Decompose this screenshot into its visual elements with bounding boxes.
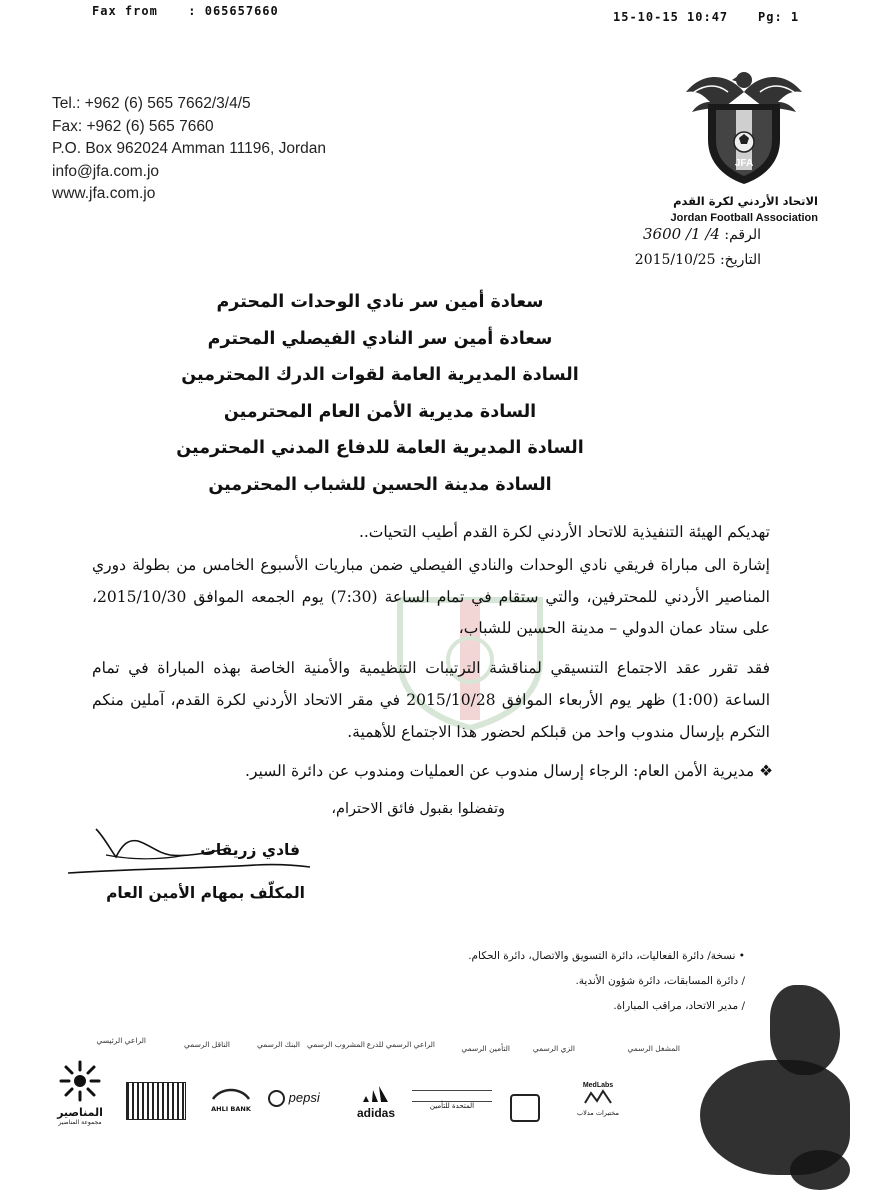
- sponsor-label: الراعي الرئيسي: [96, 1036, 146, 1045]
- medlabs-logo: [570, 1082, 626, 1117]
- association-name-ar: الاتحاد الأردني لكرة القدم: [673, 194, 818, 208]
- bullet-text: مديرية الأمن العام: الرجاء إرسال مندوب عن العمليات ومندوب عن دائرة السير.: [245, 762, 755, 780]
- letter-date: [635, 252, 761, 268]
- addressee-item: السادة مدينة الحسين للشباب المحترمين: [208, 474, 552, 495]
- bullet-symbol: ❖: [759, 762, 773, 780]
- medlabs-sub: مختبرات مدلاب: [577, 1109, 619, 1117]
- sponsor-logos: [40, 1060, 630, 1130]
- copy-line: / مدير الاتحاد، مراقب المباراة.: [613, 1000, 745, 1012]
- sponsor-label: البنك الرسمي: [257, 1040, 300, 1049]
- pepsi-logo: [268, 1090, 338, 1107]
- fax-from-label: Fax from: [92, 4, 158, 18]
- date-label: التاريخ:: [719, 252, 761, 268]
- insurance-logo: [412, 1090, 492, 1110]
- contact-po-box: P.O. Box 962024 Amman 11196, Jordan: [52, 140, 327, 157]
- scan-blot: [790, 1150, 850, 1190]
- jfa-crest-icon: [684, 62, 804, 186]
- bullet-note: [245, 762, 773, 780]
- title-sponsor-name: المناصير: [57, 1106, 103, 1119]
- addressee-list: [150, 284, 610, 503]
- fax-page: Pg: 1: [758, 10, 800, 24]
- reference-value: 4/ 1/ 3600: [643, 225, 720, 243]
- copy-line: / دائرة المسابقات، دائرة شؤون الأندية.: [575, 975, 745, 987]
- date-value: 2015/10/25: [634, 252, 716, 268]
- bank-emblem-icon: [211, 1087, 251, 1101]
- contact-block: [52, 93, 326, 206]
- stadium-icon: [510, 1094, 540, 1122]
- pepsi-wordmark: pepsi: [288, 1090, 320, 1105]
- adidas-wordmark: adidas: [356, 1106, 395, 1120]
- adidas-stripes-icon: [361, 1086, 391, 1102]
- medlabs-mark-icon: [583, 1089, 613, 1105]
- contact-website: www.jfa.com.jo: [52, 185, 156, 202]
- contact-email: info@jfa.com.jo: [52, 162, 160, 180]
- sponsor-label: الناقل الرسمي: [184, 1040, 230, 1049]
- signatory-title: المكلّف بمهام الأمين العام: [106, 884, 305, 902]
- pepsi-globe-icon: [268, 1090, 285, 1107]
- bank-logo: [205, 1086, 257, 1113]
- copy-recipients: [468, 944, 745, 1019]
- sponsor-label: الزي الرسمي: [532, 1044, 575, 1053]
- sponsor-label: المشروب الرسمي: [307, 1040, 365, 1049]
- addressee-item: سعادة أمين سر نادي الوحدات المحترم: [216, 292, 544, 312]
- sponsor-labels: [60, 1036, 760, 1056]
- addressee-item: السادة مديرية الأمن العام المحترمين: [223, 401, 537, 422]
- fax-datetime: 15-10-15 10:47: [613, 10, 729, 24]
- copy-line: • نسخة/ دائرة الفعاليات، دائرة التسويق والاتصال، دائرة الحكام.: [468, 950, 745, 962]
- sponsor-label: المشغل الرسمي: [627, 1044, 680, 1053]
- reference-number: [643, 225, 761, 243]
- meeting-paragraph: فقد تقرر عقد الاجتماع التنسيقي لمناقشة الترتيبات التنظيمية والأمنية الخاصة بهذه المباراة في تمام الساعة (1:00) ظهر يوم الأربعاء الموافق 2015/10/28 في مقر الاتحاد الأردني لكرة القدم، آملين منكم التكرم بإرسال مندوب واحد من قبلكم لحضور هذا الاجتماع للأهمية.: [92, 659, 770, 741]
- addressee-item: سعادة أمين سر النادي الفيصلي المحترم: [207, 328, 553, 349]
- match-paragraph: إشارة الى مباراة فريقي نادي الوحدات والنادي الفيصلي ضمن مباريات الأسبوع الخامس من بطولة دوري المناصير الأردني للمحترفين، والتي ستقام في تمام الساعة (7:30) يوم الجمعه الموافق 2015/10/30، على ستاد عمان الدولي – مدينة الحسين للشباب،: [92, 556, 770, 637]
- signatory-name: فادي زريقات: [200, 841, 300, 859]
- sun-icon: [58, 1060, 102, 1102]
- title-sponsor-sub: مجموعة المناصير: [58, 1119, 102, 1126]
- title-sponsor-logo: [50, 1060, 110, 1130]
- reference-label: الرقم:: [724, 227, 761, 243]
- addressee-item: السادة المديرية العامة للدفاع المدني المحترمين: [176, 438, 584, 458]
- adidas-logo: [348, 1086, 404, 1120]
- medlabs-wordmark: MedLabs: [582, 1082, 614, 1089]
- fax-from-number: : 065657660: [188, 4, 279, 18]
- bank-name: AHLI BANK: [211, 1105, 251, 1113]
- sponsor-label: الراعي الرسمي للدرع: [366, 1040, 435, 1049]
- sponsor-label: التأمين الرسمي: [461, 1044, 510, 1053]
- contact-fax: Fax: +962 (6) 565 7660: [52, 117, 214, 135]
- carrier-logo: [126, 1082, 186, 1120]
- contact-tel: Tel.: +962 (6) 565 7662/3/4/5: [52, 95, 251, 112]
- association-name-en: Jordan Football Association: [670, 212, 818, 224]
- addressee-item: السادة المديرية العامة لقوات الدرك المحترمين: [181, 365, 579, 385]
- crest-initials: JFA: [734, 158, 754, 169]
- closing-line: وتفضلوا بقبول فائق الاحترام،: [331, 801, 505, 817]
- insurance-name: المتحدة للتأمين: [429, 1102, 475, 1110]
- greeting-paragraph: تهديكم الهيئة التنفيذية للاتحاد الأردني لكرة القدم أطيب التحيات..: [358, 523, 770, 541]
